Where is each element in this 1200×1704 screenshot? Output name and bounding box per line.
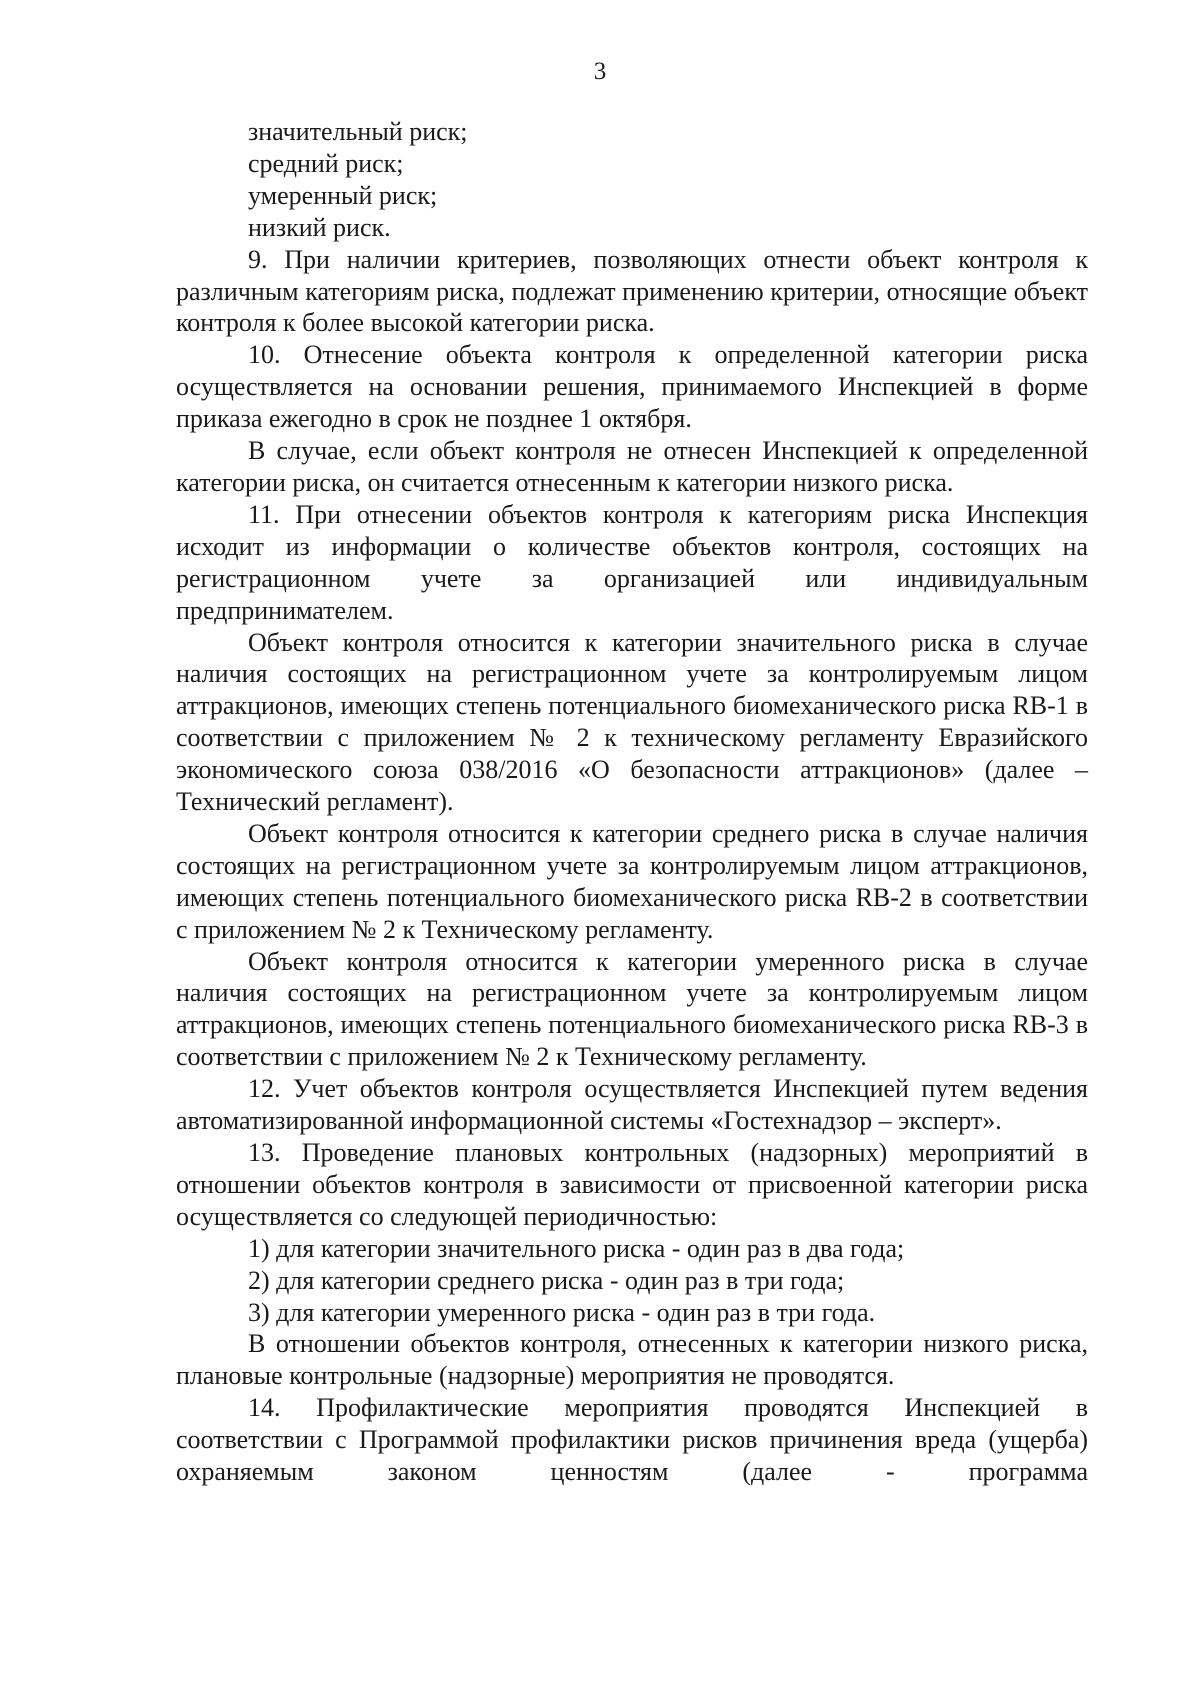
paragraph-13: 13. Проведение плановых контрольных (надзорных) мероприятий в отношении объектов контроля в зависимости от присвоенной категории риска осуществляется со следующей периодичностью: bbox=[176, 1138, 1088, 1231]
paragraph-moderate-risk: Объект контроля относится к категории умеренного риска в случае наличия состоящих на регистрационном учете за контролируемым лицом аттракционов, имеющих степень потенциального биомеханического риска RB-3 в соответствии с приложением № 2 к Техническому регламенту. bbox=[176, 946, 1088, 1072]
risk-category-item: средний риск; bbox=[248, 148, 404, 178]
periodicity-item: 1) для категории значительного риска - один раз в два года; bbox=[248, 1233, 905, 1263]
risk-category-item: умеренный риск; bbox=[248, 180, 438, 210]
paragraph-low-risk: В отношении объектов контроля, отнесенных к категории низкого риска, плановые контрольные (надзорные) мероприятия не проводятся. bbox=[176, 1329, 1088, 1391]
paragraph-significant-risk: Объект контроля относится к категории значительного риска в случае наличия состоящих на регистрационном учете за контролируемым лицом аттракционов, имеющих степень потенциального биомеханического риска RB-1 в соответствии с приложением № 2 к техническому регламенту Евразийского экономического союза 038/2016 «О безопасности аттракционов» (далее – Технический регламент). bbox=[176, 627, 1088, 817]
paragraph-14: 14. Профилактические мероприятия проводятся Инспекцией в соответствии с Программой профилактики рисков причинения вреда (ущерба) охраняемым законом ценностям (далее - программа bbox=[176, 1393, 1088, 1487]
paragraph-10: 10. Отнесение объекта контроля к определенной категории риска осуществляется на основании решения, принимаемого Инспекцией в форме приказа ежегодно в срок не позднее 1 октября. bbox=[176, 340, 1088, 434]
page-number: 3 bbox=[593, 58, 607, 85]
body-text bbox=[176, 116, 1088, 1488]
paragraph-9: 9. При наличии критериев, позволяющих отнести объект контроля к различным категориям риска, подлежат применению критерии, относящие объект контроля к более высокой категории риска. bbox=[176, 244, 1088, 338]
risk-category-item: низкий риск. bbox=[248, 212, 391, 242]
risk-category-item: значительный риск; bbox=[248, 117, 468, 146]
periodicity-item: 2) для категории среднего риска - один раз в три года; bbox=[248, 1265, 845, 1295]
periodicity-item: 3) для категории умеренного риска - один раз в три года. bbox=[248, 1297, 876, 1327]
paragraph-10-note: В случае, если объект контроля не отнесен Инспекцией к определенной категории риска, он считается отнесенным к категории низкого риска. bbox=[176, 436, 1088, 497]
paragraph-11: 11. При отнесении объектов контроля к категориям риска Инспекция исходит из информации о количестве объектов контроля, состоящих на регистрационном учете за организацией или индивидуальным предпринимателем. bbox=[176, 499, 1088, 625]
paragraph-12: 12. Учет объектов контроля осуществляется Инспекцией путем ведения автоматизированной информационной системы «Гостехнадзор – эксперт». bbox=[176, 1074, 1088, 1136]
paragraph-medium-risk: Объект контроля относится к категории среднего риска в случае наличия состоящих на регистрационном учете за контролируемым лицом аттракционов, имеющих степень потенциального биомеханического риска RB-2 в соответствии с приложением № 2 к Техническому регламенту. bbox=[176, 818, 1088, 944]
